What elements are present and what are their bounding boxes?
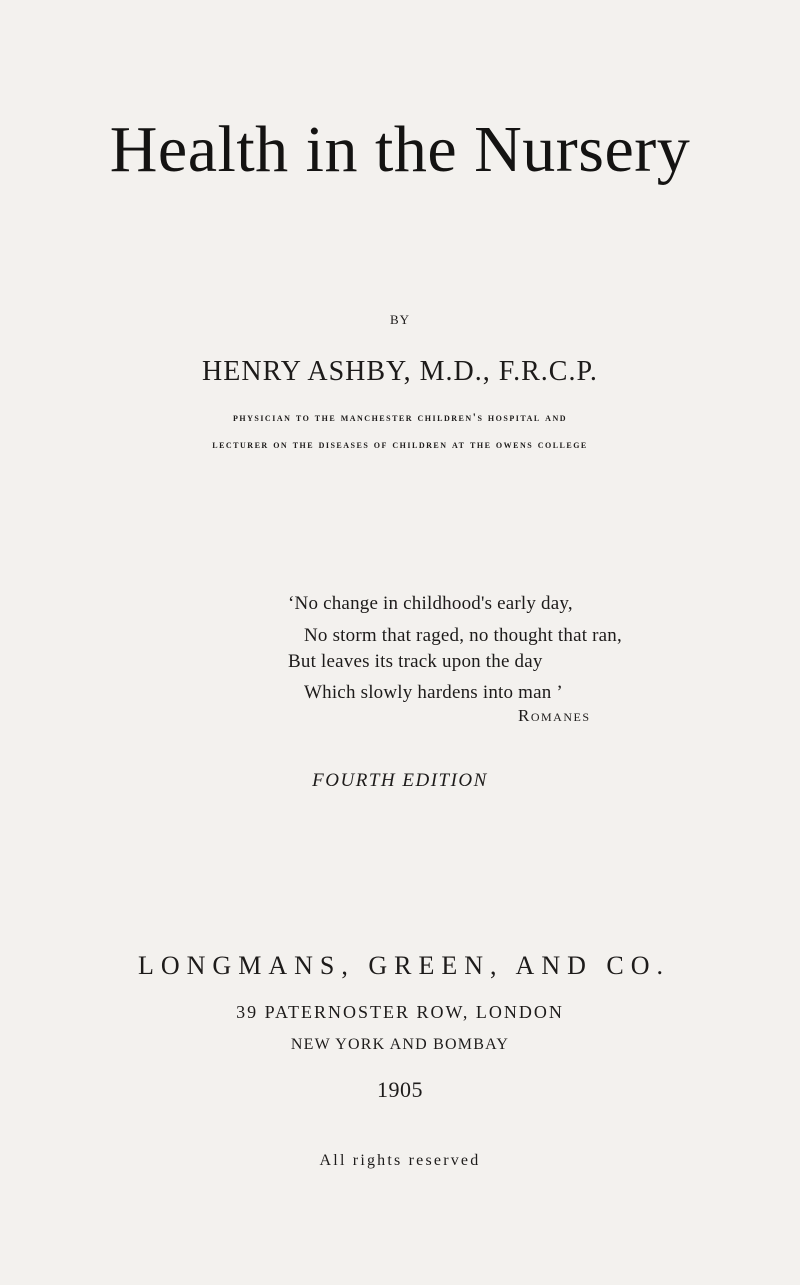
publication-year: 1905 [377, 1077, 423, 1102]
author-name: HENRY ASHBY, M.D., F.R.C.P. [202, 356, 598, 387]
publisher-name: LONGMANS, GREEN, AND CO. [137, 951, 670, 980]
edition-label: FOURTH EDITION [312, 770, 488, 791]
epigraph-attribution: Romanes [518, 706, 591, 725]
rights-notice: All rights reserved [319, 1152, 481, 1169]
publisher-cities: NEW YORK AND BOMBAY [290, 1036, 510, 1053]
publisher-address: 39 PATERNOSTER ROW, LONDON [236, 1002, 564, 1022]
author-credential-line-1: physician to the manchester children's hospital and [232, 410, 568, 424]
epigraph-line-3: But leaves its track upon the day [288, 651, 543, 672]
by-label: BY [389, 312, 411, 327]
author-credential-line-2: lecturer on the diseases of children at the owens college [212, 437, 588, 451]
epigraph-line-2: No storm that raged, no thought that ran, [304, 625, 622, 646]
book-title: Health in the Nursery [109, 113, 691, 186]
epigraph-line-1: ‘No change in childhood's early day, [288, 593, 573, 614]
epigraph-line-4: Which slowly hardens into man ’ [304, 682, 563, 703]
